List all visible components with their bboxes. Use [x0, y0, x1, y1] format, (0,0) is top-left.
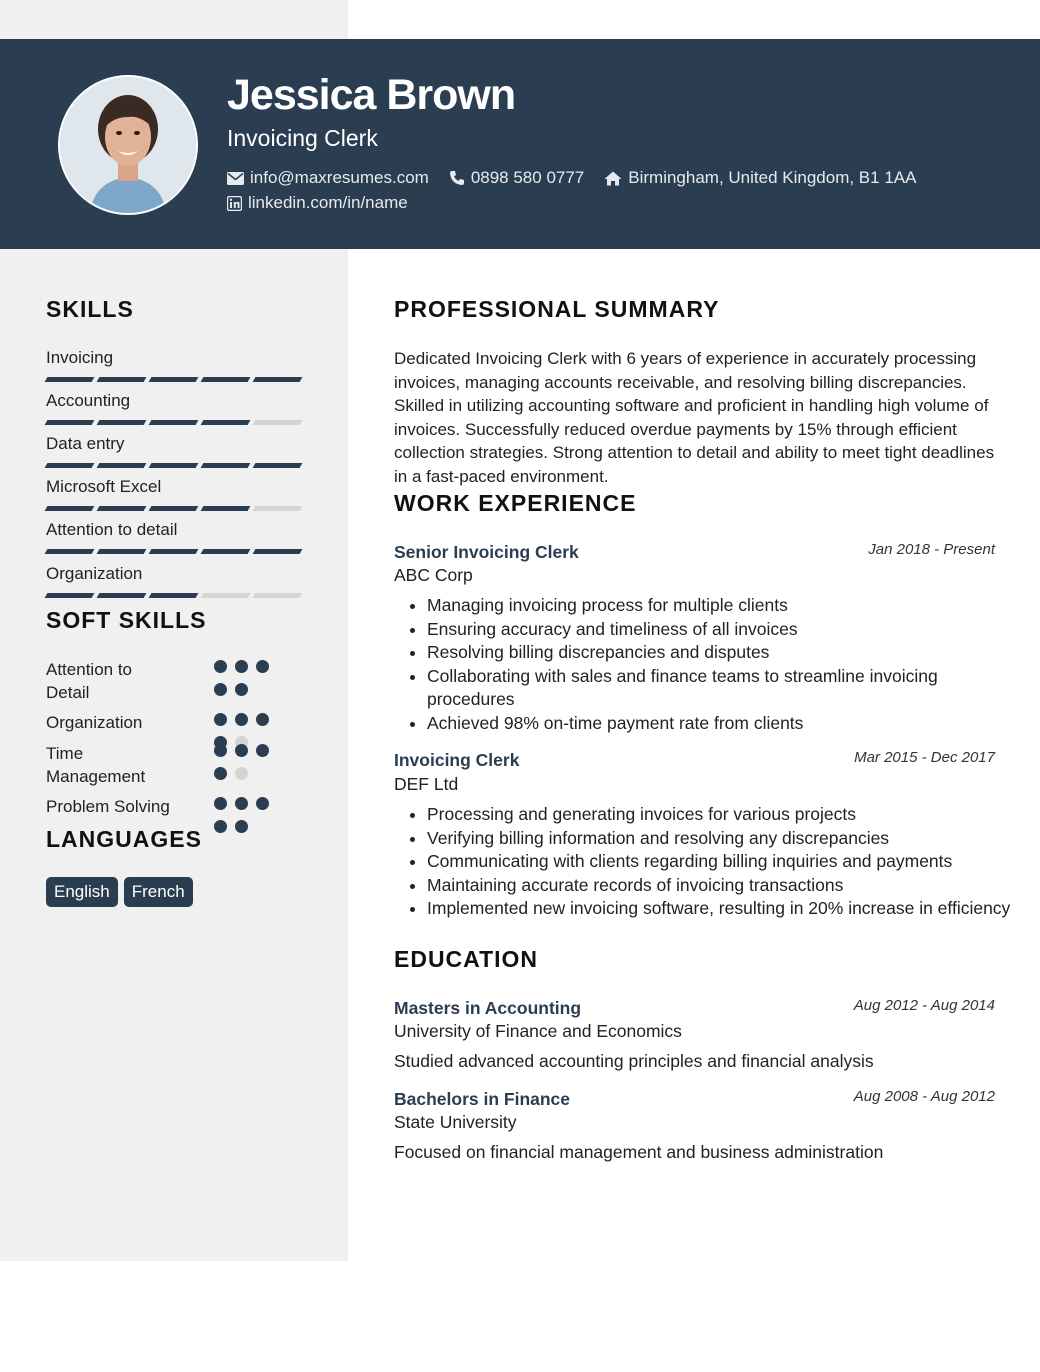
languages-heading: LANGUAGES	[46, 826, 202, 852]
skill-item	[46, 434, 306, 468]
school-name: University of Finance and Economics	[394, 1021, 682, 1041]
rating-dot	[214, 660, 227, 673]
skill-bar-segment	[201, 593, 251, 598]
skill-bar-segment	[97, 463, 147, 468]
soft-skill-rating	[214, 660, 294, 706]
candidate-title: Invoicing Clerk	[227, 125, 378, 151]
summary-heading: PROFESSIONAL SUMMARY	[394, 296, 720, 322]
skill-bar-segment	[253, 377, 303, 382]
soft-skill-rating	[214, 797, 294, 843]
soft-skill-name: Time Management	[46, 744, 146, 786]
soft-skill-rating	[214, 744, 294, 790]
skill-bar-segment	[45, 549, 95, 554]
job-dates: Mar 2015 - Dec 2017	[854, 749, 995, 766]
rating-dot	[235, 820, 248, 833]
phone-icon	[449, 170, 465, 186]
education-dates: Aug 2008 - Aug 2012	[853, 1088, 995, 1105]
skill-bar-segment	[97, 506, 147, 511]
rating-dot	[256, 797, 269, 810]
job-bullet: • Maintaining accurate records of invoicing transactions	[427, 874, 1027, 898]
linkedin-text: linkedin.com/in/name	[248, 193, 408, 212]
language-badge: English	[46, 877, 118, 907]
skill-bar-segment	[201, 377, 251, 382]
skill-bar-segment	[149, 420, 199, 425]
skill-name: Data entry	[46, 434, 125, 453]
rating-dot	[214, 683, 227, 696]
soft-skill-name: Organization	[46, 713, 143, 732]
rating-dot	[214, 713, 227, 726]
profile-photo	[58, 75, 198, 215]
address-text: Birmingham, United Kingdom, B1 1AA	[628, 168, 917, 187]
skill-item	[46, 564, 306, 598]
job-bullet: • Communicating with clients regarding billing inquiries and payments	[427, 850, 1027, 874]
skill-bar-segment	[201, 549, 251, 554]
rating-dot	[235, 767, 248, 780]
degree-title: Masters in Accounting	[394, 998, 582, 1018]
job-bullet: • Ensuring accuracy and timeliness of all invoices	[427, 618, 1027, 642]
rating-dot	[235, 797, 248, 810]
skill-bar-segment	[45, 377, 95, 382]
rating-dot	[256, 660, 269, 673]
summary-text: Dedicated Invoicing Clerk with 6 years of experience in accurately processing invoices, managing accounts receivable, and resolving billing discrepancies. Skilled in utilizing accounting software and proficient in handling high volume of invoices. Successfully reduced overdue payments by 15% through efficient collection strategies. Strong attention to detail and ability to meet tight deadlines in a fast-paced environment.	[394, 349, 995, 486]
education-heading: EDUCATION	[394, 946, 539, 972]
rating-dot	[214, 820, 227, 833]
skill-bar-segment	[45, 463, 95, 468]
job-title: Invoicing Clerk	[394, 750, 520, 770]
skill-bar-segment	[201, 506, 251, 511]
envelope-icon	[227, 172, 244, 185]
skill-bar-segment	[149, 549, 199, 554]
skill-name: Invoicing	[46, 348, 114, 367]
job-bullet: • Verifying billing information and resolving any discrepancies	[427, 827, 1027, 851]
rating-dot	[256, 744, 269, 757]
languages-list	[46, 877, 193, 907]
skill-name: Microsoft Excel	[46, 477, 162, 496]
skill-bar-segment	[149, 593, 199, 598]
rating-dot	[235, 744, 248, 757]
education-dates: Aug 2012 - Aug 2014	[853, 997, 995, 1014]
phone-text: 0898 580 0777	[470, 168, 585, 187]
skill-level-bar	[46, 463, 306, 468]
rating-dot	[235, 683, 248, 696]
skill-bar-segment	[253, 593, 303, 598]
email-text: info@maxresumes.com	[250, 168, 429, 187]
skill-item	[46, 520, 306, 554]
skill-bar-segment	[253, 420, 303, 425]
rating-dot	[214, 767, 227, 780]
degree-title: Bachelors in Finance	[394, 1089, 571, 1109]
skill-name: Organization	[46, 564, 143, 583]
skill-bar-segment	[97, 377, 147, 382]
school-name: State University	[394, 1112, 517, 1132]
education-description: Focused on financial management and business administration	[394, 1142, 884, 1162]
job-bullet: • Collaborating with sales and finance teams to streamline invoicing procedures	[427, 665, 1027, 712]
experience-heading: WORK EXPERIENCE	[394, 490, 637, 516]
language-badge: French	[124, 877, 193, 907]
skills-heading: SKILLS	[46, 296, 134, 322]
contact-phone[interactable]	[449, 168, 584, 188]
contact-info	[227, 168, 936, 188]
job-bullet: • Resolving billing discrepancies and disputes	[427, 641, 1027, 665]
job-bullets	[394, 594, 1027, 735]
contact-linkedin[interactable]	[227, 193, 428, 213]
skill-bar-segment	[97, 593, 147, 598]
contact-email[interactable]	[227, 168, 429, 188]
candidate-name: Jessica Brown	[227, 71, 516, 119]
skill-bar-segment	[45, 420, 95, 425]
skill-name: Accounting	[46, 391, 131, 410]
skill-bar-segment	[97, 420, 147, 425]
rating-dot	[214, 744, 227, 757]
job-bullet: • Processing and generating invoices for various projects	[427, 803, 1027, 827]
skill-item	[46, 391, 306, 425]
skill-level-bar	[46, 420, 306, 425]
skill-level-bar	[46, 506, 306, 511]
skill-bar-segment	[149, 377, 199, 382]
soft-skill-name: Attention to Detail	[46, 660, 133, 702]
rating-dot	[256, 713, 269, 726]
linkedin-link[interactable]	[227, 193, 408, 213]
job-bullet: • Achieved 98% on-time payment rate from clients	[427, 712, 1027, 736]
soft-skill-name: Problem Solving	[46, 797, 170, 816]
job-bullet: • Managing invoicing process for multiple clients	[427, 594, 1027, 618]
soft-skills-heading: SOFT SKILLS	[46, 607, 207, 633]
skill-item	[46, 348, 306, 382]
skill-bar-segment	[201, 420, 251, 425]
skill-item	[46, 477, 306, 511]
rating-dot	[214, 797, 227, 810]
skill-name: Attention to detail	[46, 520, 178, 539]
skill-level-bar	[46, 593, 306, 598]
linkedin-icon	[227, 196, 242, 211]
skill-level-bar	[46, 549, 306, 554]
home-icon	[604, 171, 622, 186]
rating-dot	[235, 713, 248, 726]
job-title: Senior Invoicing Clerk	[394, 542, 579, 562]
skill-bar-segment	[149, 506, 199, 511]
job-dates: Jan 2018 - Present	[868, 541, 995, 558]
rating-dot	[235, 660, 248, 673]
skill-bar-segment	[45, 593, 95, 598]
skill-bar-segment	[97, 549, 147, 554]
skill-bar-segment	[253, 506, 303, 511]
skill-bar-segment	[201, 463, 251, 468]
skill-bar-segment	[253, 463, 303, 468]
skill-bar-segment	[149, 463, 199, 468]
skill-level-bar	[46, 377, 306, 382]
job-bullet: • Implemented new invoicing software, resulting in 20% increase in efficiency	[427, 897, 1027, 921]
contact-address	[604, 168, 916, 188]
job-company: DEF Ltd	[394, 774, 459, 794]
skill-bar-segment	[253, 549, 303, 554]
job-bullets	[394, 803, 1027, 921]
job-company: ABC Corp	[394, 565, 473, 585]
resume-header	[0, 39, 1040, 249]
skill-bar-segment	[45, 506, 95, 511]
education-description: Studied advanced accounting principles and financial analysis	[394, 1051, 874, 1071]
